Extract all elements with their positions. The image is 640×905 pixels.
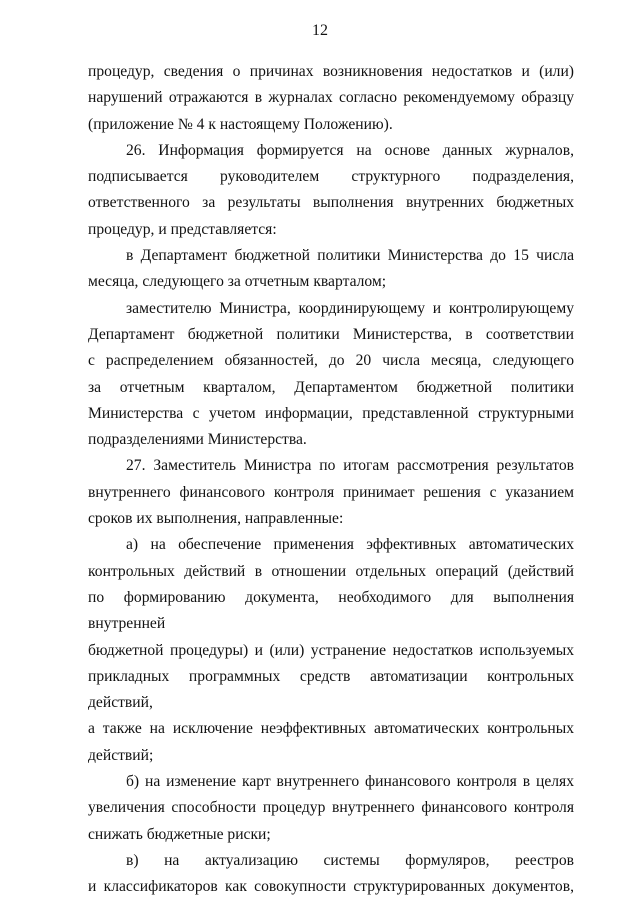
text-line: и классификаторов как совокупности структурированных документов, <box>88 878 574 896</box>
text-line: подписывается руководителем структурного подразделения, <box>88 168 574 186</box>
text-line: действий; <box>88 746 154 764</box>
text-line: процедур, и представляется: <box>88 220 277 238</box>
text-line: за отчетным кварталом, Департаментом бюджетной политики <box>88 378 574 396</box>
text-line: бюджетной процедуры) и (или) устранение недостатков используемых <box>88 641 574 659</box>
text-line: сроков их выполнения, направленные: <box>88 510 344 528</box>
text-line: контрольных действий в отношении отдельных операций (действий <box>88 562 574 580</box>
text-line: по формированию документа, необходимого для выполнения внутренней <box>88 588 574 633</box>
page-number: 12 <box>312 22 328 39</box>
text-line: прикладных программных средств автоматизации контрольных действий, <box>88 667 574 712</box>
text-line: увеличения способности процедур внутреннего финансового контроля <box>88 799 574 817</box>
text-line: а также на исключение неэффективных автоматических контрольных <box>88 720 574 738</box>
text-line: с распределением обязанностей, до 20 числа месяца, следующего <box>88 352 574 370</box>
text-line: ответственного за результаты выполнения внутренних бюджетных <box>88 194 574 212</box>
text-line: месяца, следующего за отчетным кварталом; <box>88 273 387 291</box>
text-line: снижать бюджетные риски; <box>88 825 271 843</box>
text-line: Департамент бюджетной политики Министерства, в соответствии <box>88 325 574 343</box>
text-line: нарушений отражаются в журналах согласно рекомендуемому образцу <box>88 89 574 107</box>
text-line: 27. Заместитель Министра по итогам рассмотрения результатов <box>126 457 574 475</box>
text-line: а) на обеспечение применения эффективных автоматических <box>126 536 574 554</box>
text-line: подразделениями Министерства. <box>88 431 307 449</box>
text-line: заместителю Министра, координирующему и контролирующему <box>126 299 574 317</box>
text-line: в Департамент бюджетной политики Министерства до 15 числа <box>126 247 574 265</box>
body-text <box>88 59 574 901</box>
text-line: 26. Информация формируется на основе данных журналов, <box>126 141 574 159</box>
text-line: Министерства с учетом информации, представленной структурными <box>88 404 574 422</box>
text-line: внутреннего финансового контроля принимает решения с указанием <box>88 483 574 501</box>
text-line: в) на актуализацию системы формуляров, реестров <box>126 851 574 869</box>
text-line: процедур, сведения о причинах возникновения недостатков и (или) <box>88 63 574 80</box>
text-line: (приложение № 4 к настоящему Положению). <box>88 115 393 133</box>
text-line: б) на изменение карт внутреннего финансового контроля в целях <box>126 773 574 791</box>
